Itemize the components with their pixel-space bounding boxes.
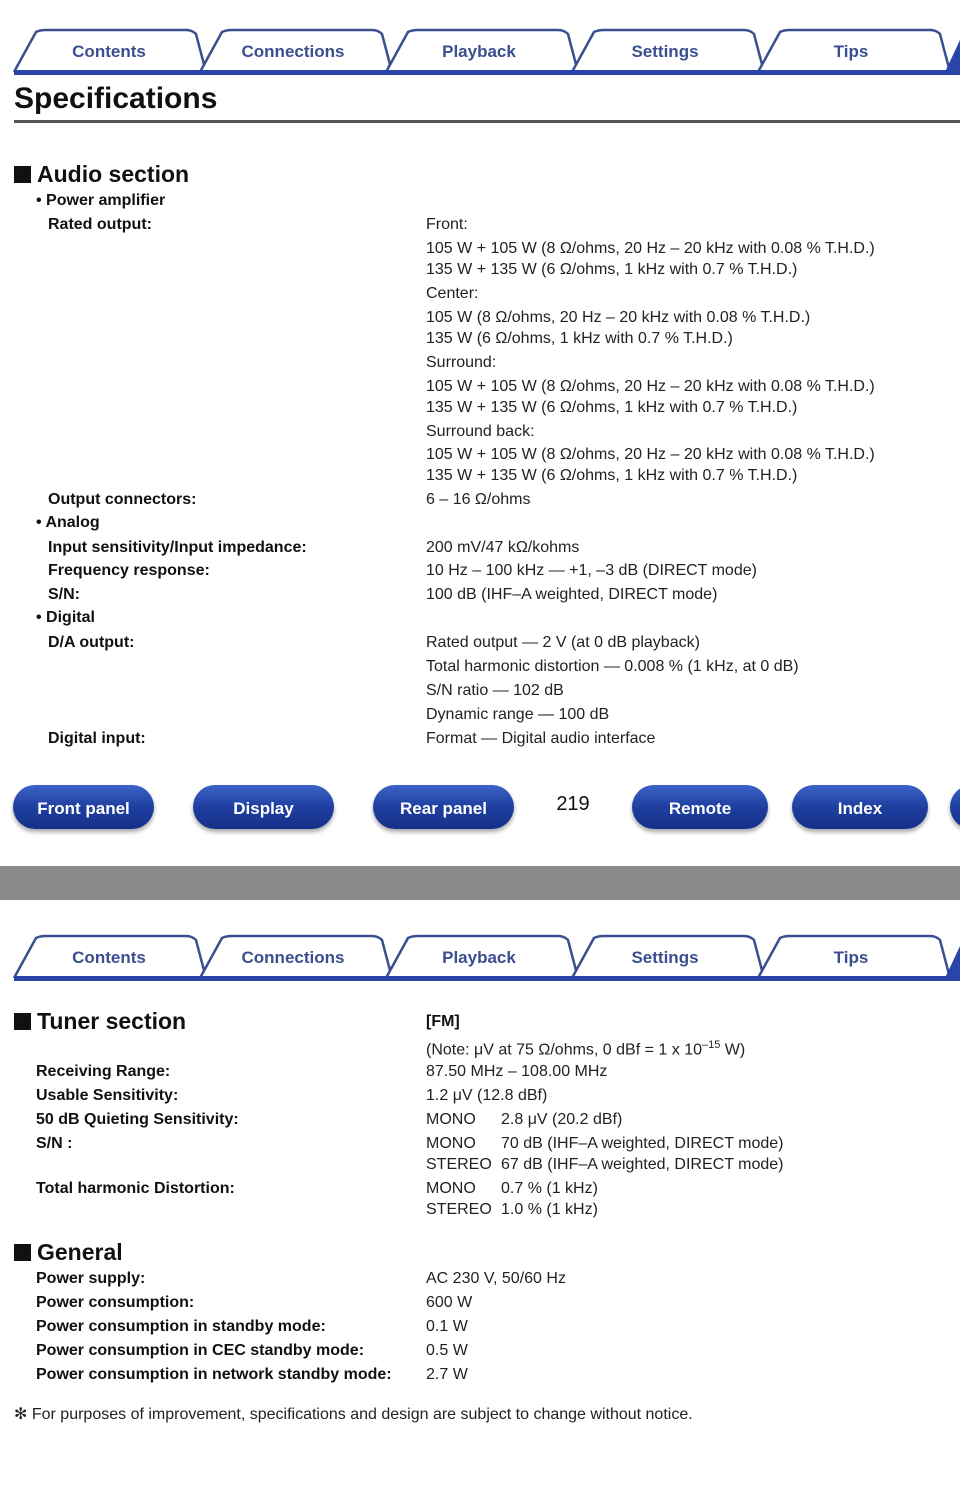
tab-bar-frame (0, 906, 960, 982)
section-heading-tuner: Tuner section (14, 1008, 186, 1035)
spec-value: 135 W + 135 W (6 Ω/ohms, 1 kHz with 0.7 % T.H.D.) (426, 467, 798, 484)
spec-value: Total harmonic distortion — 0.008 % (1 kHz, at 0 dB) (426, 658, 799, 675)
tab-bar-frame (0, 0, 960, 76)
spec-label-da-output: D/A output: (48, 634, 135, 651)
rear-panel-button[interactable]: Rear panel (373, 785, 514, 829)
spec-value: MONO 2.8 μV (20.2 dBf) (426, 1111, 623, 1128)
tab-settings[interactable]: Settings (631, 42, 699, 61)
spec-value: 10 Hz – 100 kHz — +1, –3 dB (DIRECT mode) (426, 562, 757, 579)
subsection-power-amplifier: • Power amplifier (36, 192, 166, 209)
spec-value: 2.7 W (426, 1366, 468, 1383)
spec-value: Surround back: (426, 423, 535, 440)
subsection-analog: • Analog (36, 514, 100, 531)
spec-value: 200 mV/47 kΩ/kohms (426, 539, 580, 556)
title-divider (14, 120, 960, 123)
spec-value: 0.5 W (426, 1342, 468, 1359)
tab-playback[interactable]: Playback (442, 948, 516, 967)
spec-value: 1.2 μV (12.8 dBf) (426, 1087, 548, 1104)
tab-tips[interactable]: Tips (833, 948, 869, 967)
page-number: 219 (556, 793, 590, 815)
spec-value: S/N ratio — 102 dB (426, 682, 564, 699)
spec-value: 105 W (8 Ω/ohms, 20 Hz – 20 kHz with 0.08 % T.H.D.) (426, 309, 811, 326)
spec-value: MONO 70 dB (IHF–A weighted, DIRECT mode) (426, 1135, 784, 1152)
spec-label-quieting-sensitivity: 50 dB Quieting Sensitivity: (36, 1111, 239, 1128)
spec-value: 135 W + 135 W (6 Ω/ohms, 1 kHz with 0.7 % T.H.D.) (426, 399, 798, 416)
next-page-button[interactable] (950, 785, 960, 829)
tab-bar (0, 906, 960, 982)
square-bullet-icon (14, 1244, 31, 1261)
spec-label-power-consumption: Power consumption: (36, 1294, 195, 1311)
spec-label-output-connectors: Output connectors: (48, 491, 197, 508)
spec-label-thd: Total harmonic Distortion: (36, 1180, 235, 1197)
band-label-fm: [FM] (426, 1013, 460, 1030)
spec-value: 135 W + 135 W (6 Ω/ohms, 1 kHz with 0.7 % T.H.D.) (426, 261, 798, 278)
spec-value: 105 W + 105 W (8 Ω/ohms, 20 Hz – 20 kHz with 0.08 % T.H.D.) (426, 240, 875, 257)
spec-value: MONO 0.7 % (1 kHz) (426, 1180, 598, 1197)
spec-value: 105 W + 105 W (8 Ω/ohms, 20 Hz – 20 kHz with 0.08 % T.H.D.) (426, 446, 875, 463)
spec-label-input-sensitivity: Input sensitivity/Input impedance: (48, 539, 307, 556)
section-heading-audio: Audio section (14, 161, 189, 188)
front-panel-button[interactable]: Front panel (13, 785, 154, 829)
spec-value: 100 dB (IHF–A weighted, DIRECT mode) (426, 586, 718, 603)
square-bullet-icon (14, 166, 31, 183)
tuner-note: (Note: μV at 75 Ω/ohms, 0 dBf = 1 x $10^{-15}$ W) (426, 1039, 746, 1059)
spec-value: Surround: (426, 354, 497, 371)
spec-value: 6 – 16 Ω/ohms (426, 491, 531, 508)
spec-value: STEREO 1.0 % (1 kHz) (426, 1201, 598, 1218)
spec-value: STEREO 67 dB (IHF–A weighted, DIRECT mode) (426, 1156, 784, 1173)
remote-button[interactable]: Remote (632, 785, 768, 829)
spec-label-network-standby: Power consumption in network standby mode: (36, 1366, 392, 1383)
spec-value: 135 W (6 Ω/ohms, 1 kHz with 0.7 % T.H.D.) (426, 330, 733, 347)
subsection-digital: • Digital (36, 609, 95, 626)
page-title: Specifications (14, 82, 218, 115)
tab-tips[interactable]: Tips (833, 42, 869, 61)
spec-value: Dynamic range — 100 dB (426, 706, 610, 723)
spec-value: 105 W + 105 W (8 Ω/ohms, 20 Hz – 20 kHz with 0.08 % T.H.D.) (426, 378, 875, 395)
spec-value: 600 W (426, 1294, 473, 1311)
spec-value: 87.50 MHz – 108.00 MHz (426, 1063, 608, 1080)
square-bullet-icon (14, 1013, 31, 1030)
spec-label-receiving-range: Receiving Range: (36, 1063, 171, 1080)
spec-value: Rated output — 2 V (at 0 dB playback) (426, 634, 700, 651)
spec-label-sn: S/N: (48, 586, 80, 603)
tab-connections[interactable]: Connections (241, 948, 345, 967)
spec-value: Front: (426, 216, 468, 233)
footnote: ✻ For purposes of improvement, specifications and design are subject to change without notice. (14, 1406, 693, 1423)
tab-connections[interactable]: Connections (241, 42, 345, 61)
spec-value: Format — Digital audio interface (426, 730, 656, 747)
tab-bar (0, 0, 960, 76)
spec-value: Center: (426, 285, 479, 302)
spec-label-rated-output: Rated output: (48, 216, 152, 233)
spec-label-tuner-sn: S/N : (36, 1135, 73, 1152)
spec-label-cec-standby: Power consumption in CEC standby mode: (36, 1342, 365, 1359)
spec-label-usable-sensitivity: Usable Sensitivity: (36, 1087, 179, 1104)
tab-playback[interactable]: Playback (442, 42, 516, 61)
index-button[interactable]: Index (792, 785, 928, 829)
tab-settings[interactable]: Settings (631, 948, 699, 967)
spec-label-digital-input: Digital input: (48, 730, 146, 747)
tab-contents[interactable]: Contents (72, 42, 146, 61)
display-button[interactable]: Display (193, 785, 334, 829)
spec-label-standby: Power consumption in standby mode: (36, 1318, 326, 1335)
spec-value: AC 230 V, 50/60 Hz (426, 1270, 566, 1287)
tab-contents[interactable]: Contents (72, 948, 146, 967)
spec-value: 0.1 W (426, 1318, 468, 1335)
spec-label-frequency-response: Frequency response: (48, 562, 210, 579)
section-heading-general: General (14, 1239, 123, 1266)
page-separator (0, 866, 960, 900)
spec-label-power-supply: Power supply: (36, 1270, 146, 1287)
